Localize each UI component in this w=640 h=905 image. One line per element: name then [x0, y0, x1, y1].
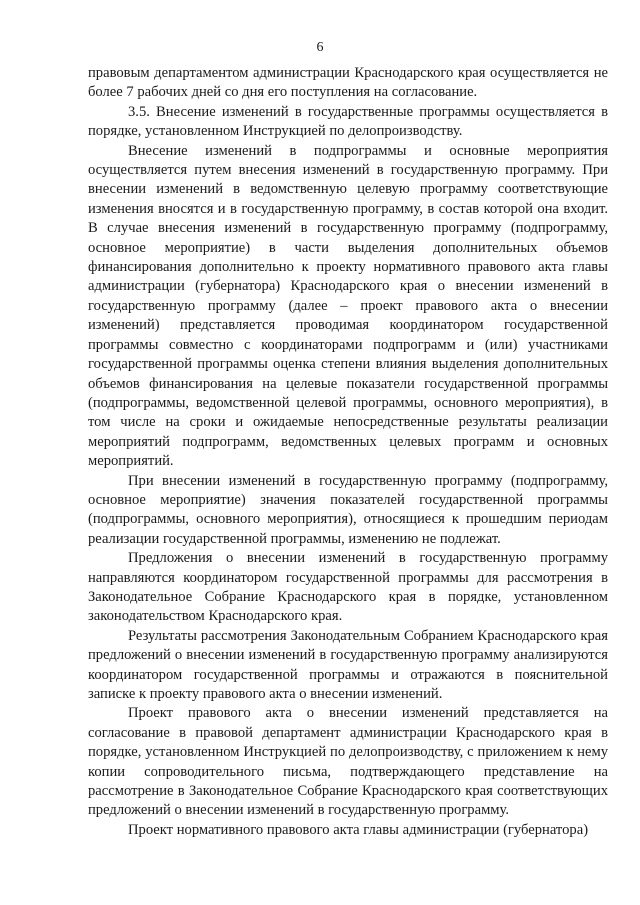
paragraph-3-5: 3.5. Внесение изменений в государственные программы осуществляется в порядке, установленном Инструкцией по делопроизводству.: [88, 103, 608, 140]
paragraph-draft-normative-act: Проект нормативного правового акта главы администрации (губернатора): [128, 821, 589, 838]
document-body: [88, 64, 608, 840]
paragraph-draft-approval: Проект правового акта о внесении изменений представляется на согласование в правовой департамент администрации Краснодарского края в порядке, установленном Инструкцией по делопроизводству, с приложением к нему копии сопроводительного письма, подтверждающего представление на рассмотрение в Законодательное Собрание Краснодарского края соответствующих предложений о внесении изменений в государственную программу.: [88, 705, 608, 819]
paragraph-review-results: Результаты рассмотрения Законодательным Собранием Краснодарского края предложений о внесении изменений в государственную программу анализируются координатором государственной программы и отражаются в пояснительной записке к проекту правового акта о внесении изменений.: [88, 627, 608, 702]
paragraph-continuation: правовым департаментом администрации Краснодарского края осуществляется не более 7 рабочих дней со дня его поступления на согласование.: [88, 65, 608, 101]
paragraph-subprogram-changes: Внесение изменений в подпрограммы и основные мероприятия осуществляется путем внесения изменений в государственную программу. При внесении изменений в ведомственную целевую программу соответствующие изменения вносятся и в государственную программу, в состав которой она входит. В случае внесения изменений в государственную программу (подпрограмму, основное мероприятие) в части выделения дополнительных объемов финансирования дополнительно к проекту нормативного правового акта главы администрации (губернатора) Краснодарского края о внесении изменений в государственную программу (далее – проект правового акта о внесении изменений) представляется проводимая координатором государственной программы совместно с координаторами подпрограмм и (или) участниками государственной программы оценка степени влияния выделения дополнительных объемов финансирования на целевые показатели государственной программы (подпрограммы, ведомственной целевой программы, основного мероприятия), в том числе на сроки и ожидаемые непосредственные результаты реализации мероприятий подпрограмм, ведомственных целевых программ и основных мероприятий.: [88, 142, 608, 470]
paragraph-indicator-values: При внесении изменений в государственную программу (подпрограмму, основное мероприятие) значения показателей государственной программы (подпрограммы, основного мероприятия), относящиеся к прошедшим периодам реализации государственной программы, изменению не подлежат.: [88, 472, 608, 547]
paragraph-proposals: Предложения о внесении изменений в государственную программу направляются координатором государственной программы для рассмотрения в Законодательное Собрание Краснодарского края в порядке, установленном законодательством Краснодарского края.: [88, 550, 608, 625]
page-number: 6: [316, 40, 324, 55]
